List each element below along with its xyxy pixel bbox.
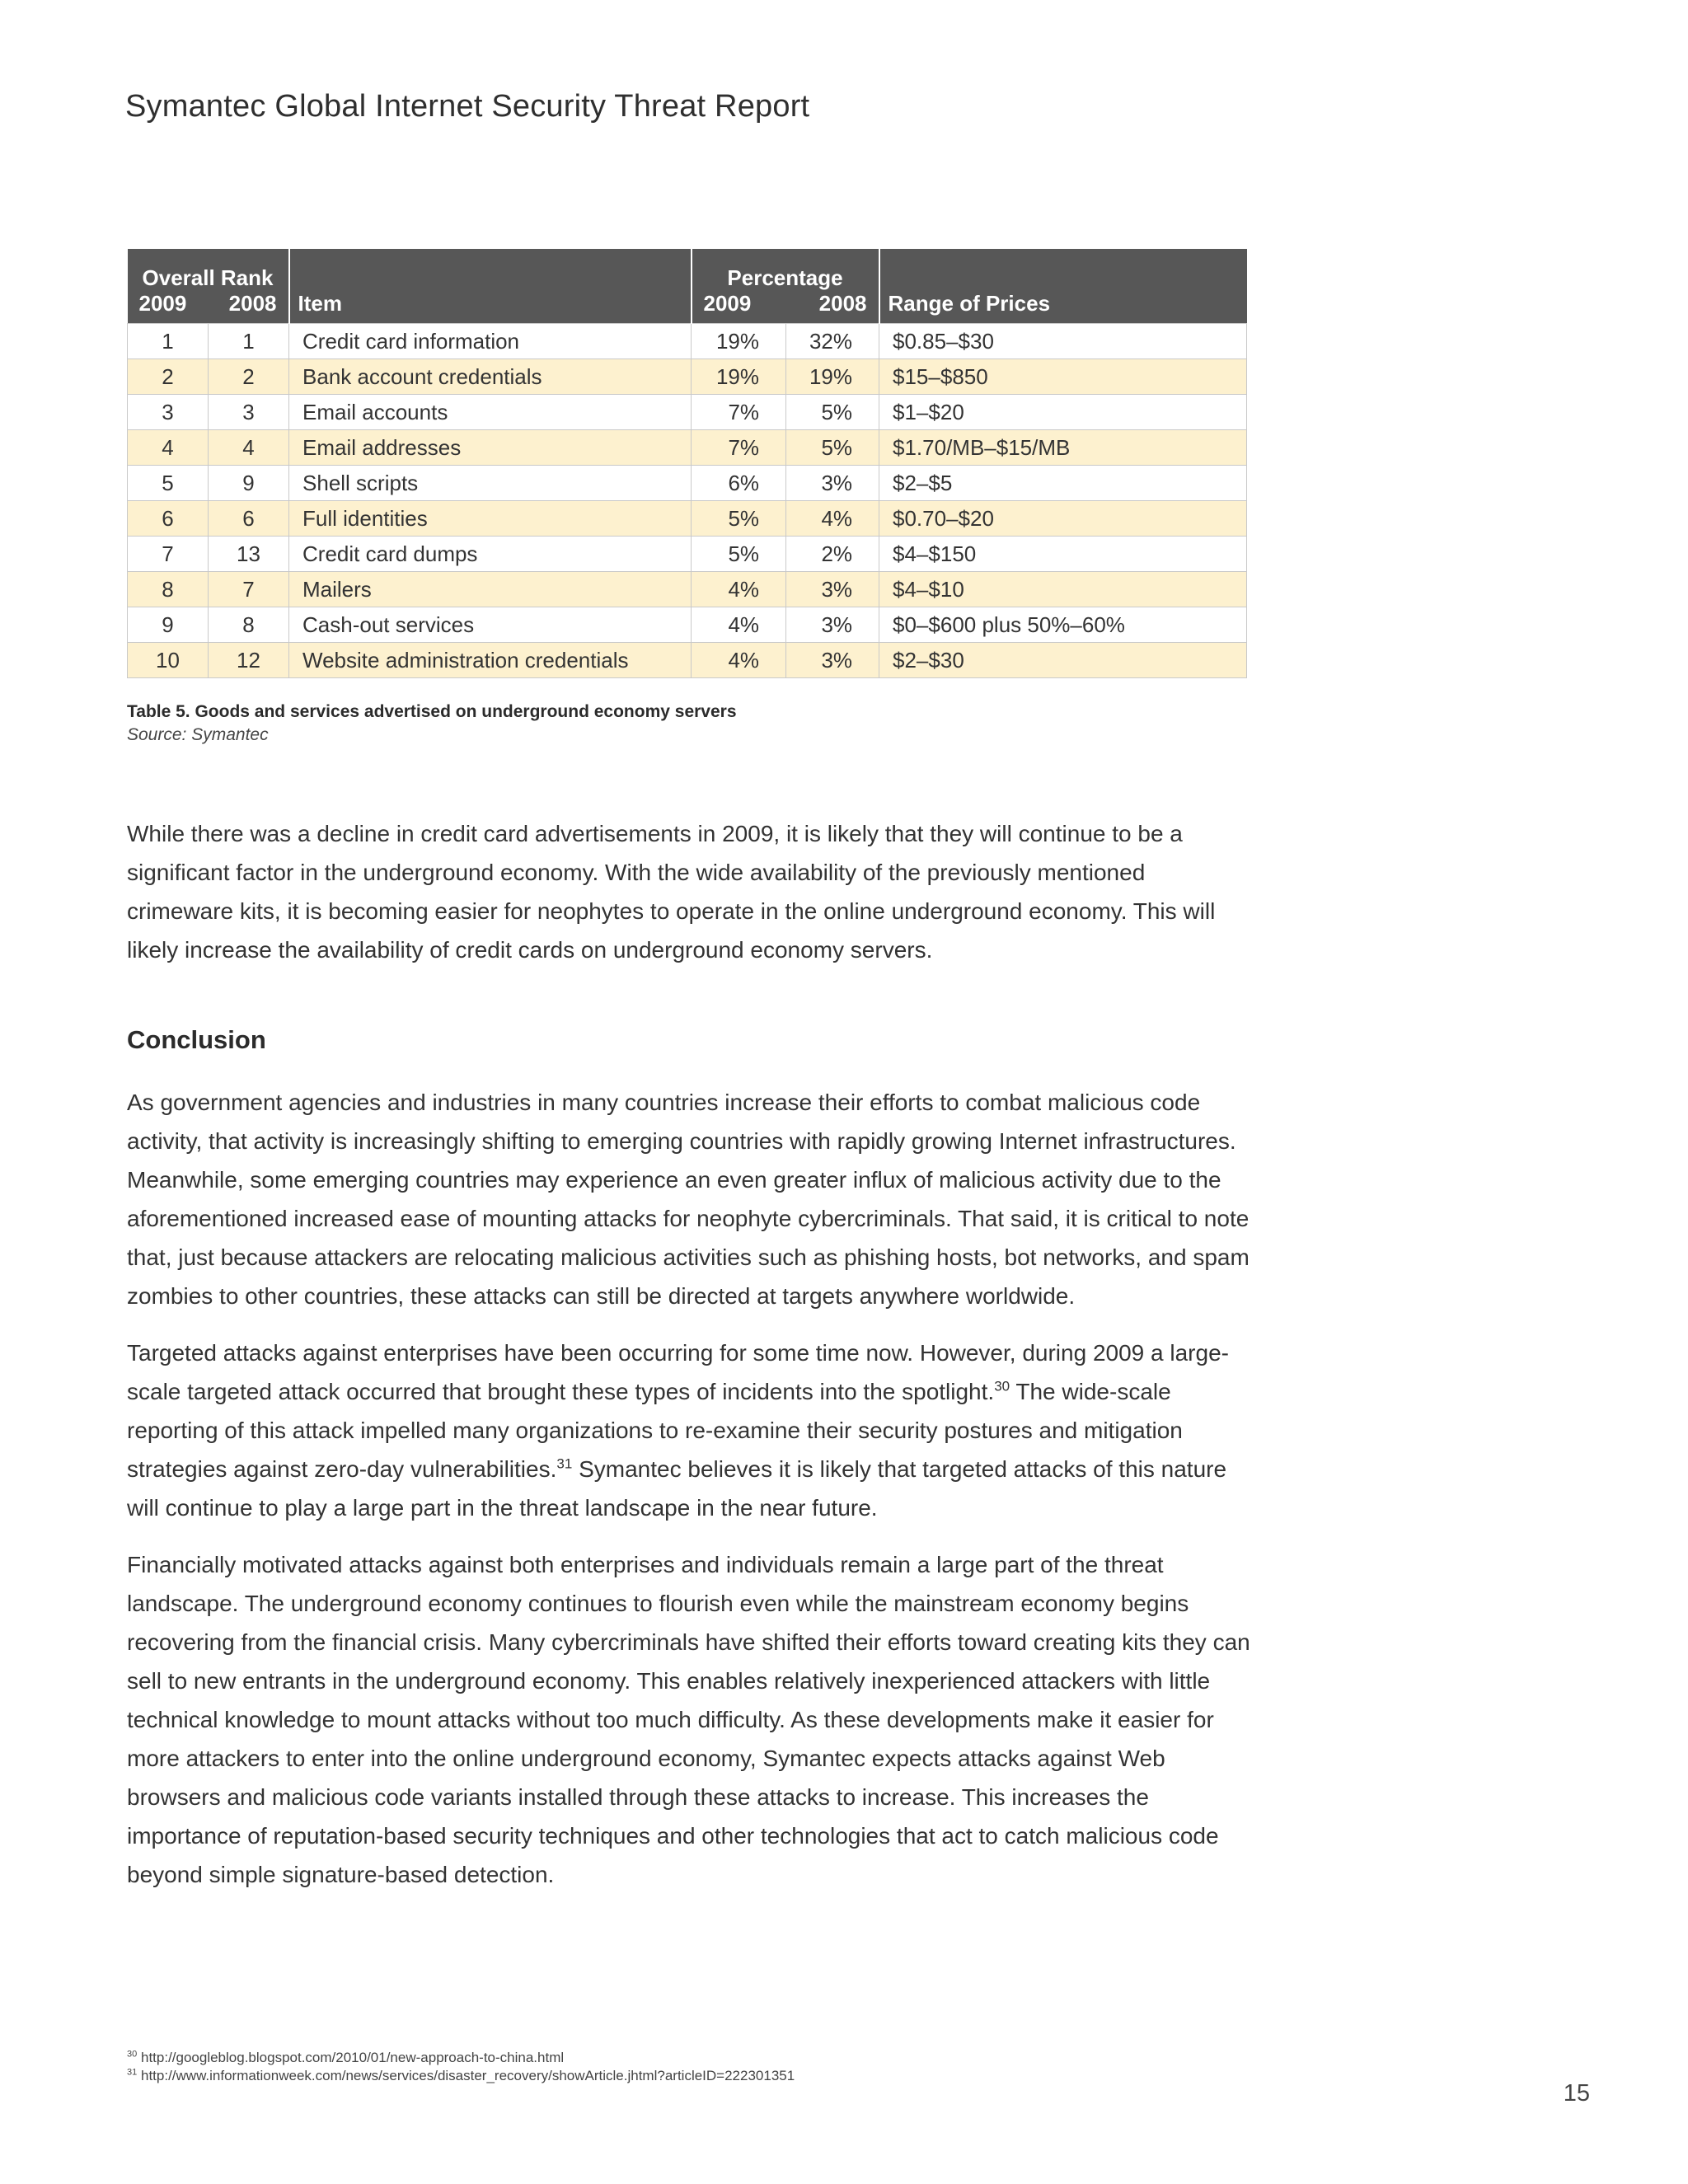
footnote: [127, 2049, 795, 2067]
cell-item: Full identities: [289, 501, 692, 537]
cell-rank-2008: 1: [209, 324, 289, 359]
cell-rank-2008: 4: [209, 430, 289, 466]
cell-pct-2008: 3%: [786, 643, 879, 678]
cell-pct-2008: 2%: [786, 537, 879, 572]
paragraph: [127, 1333, 1256, 1527]
cell-item: Credit card dumps: [289, 537, 692, 572]
footnote-number: 31: [127, 2067, 138, 2078]
cell-rank-2009: 9: [128, 607, 209, 643]
cell-pct-2008: 3%: [786, 607, 879, 643]
cell-item: Mailers: [289, 572, 692, 607]
cell-pct-2008: 3%: [786, 466, 879, 501]
cell-pct-2009: 4%: [692, 572, 786, 607]
paragraph: As government agencies and industries in many countries increase their efforts to combat malicious code activity, that activity is increasingly shifting to emerging countries with rapidly growing Internet infrastructures. Meanwhile, some emerging countries may experience an even greater influx of malicious activity due to the aforementioned increased ease of mounting attacks for neophyte cybercriminals. That said, it is critical to note that, just because attackers are relocating malicious activities such as phishing hosts, bot networks, and spam zombies to other countries, these attacks can still be directed at targets anywhere worldwide.: [127, 1090, 1250, 1309]
footnotes: [127, 2049, 795, 2085]
header-percentage-label: Percentage: [727, 265, 843, 290]
cell-range-of-prices: $0–$600 plus 50%–60%: [879, 607, 1247, 643]
cell-item: Cash-out services: [289, 607, 692, 643]
footnote-link[interactable]: http://googleblog.blogspot.com/2010/01/new-approach-to-china.html: [140, 2050, 565, 2065]
header-percentage: [692, 249, 879, 324]
cell-range-of-prices: $0.70–$20: [879, 501, 1247, 537]
table-row: [128, 501, 1247, 537]
cell-item: Email addresses: [289, 430, 692, 466]
table-row: [128, 324, 1247, 359]
cell-range-of-prices: $2–$30: [879, 643, 1247, 678]
cell-pct-2009: 6%: [692, 466, 786, 501]
cell-pct-2008: 5%: [786, 395, 879, 430]
header-item: Item: [289, 249, 692, 324]
table-row: [128, 395, 1247, 430]
cell-pct-2009: 5%: [692, 501, 786, 537]
cell-rank-2009: 3: [128, 395, 209, 430]
cell-pct-2009: 4%: [692, 643, 786, 678]
cell-rank-2008: 7: [209, 572, 289, 607]
cell-range-of-prices: $1–$20: [879, 395, 1247, 430]
cell-rank-2009: 7: [128, 537, 209, 572]
cell-range-of-prices: $0.85–$30: [879, 324, 1247, 359]
paragraph-part: Symantec believes it is likely that targeted attacks of this nature will continue to play a large part in the threat landscape in the near future.: [127, 1456, 1227, 1521]
header-overall-rank-label: Overall Rank: [142, 265, 274, 290]
cell-item: Email accounts: [289, 395, 692, 430]
page-number: 15: [1563, 2080, 1590, 2107]
cell-pct-2008: 32%: [786, 324, 879, 359]
header-overall-rank: [128, 249, 289, 324]
header-rank-2009: 2009: [138, 291, 187, 316]
cell-pct-2009: 7%: [692, 430, 786, 466]
goods-services-table: [127, 249, 1247, 678]
table-row: [128, 607, 1247, 643]
header-rank-2008: 2008: [228, 291, 277, 316]
cell-rank-2009: 4: [128, 430, 209, 466]
cell-rank-2008: 2: [209, 359, 289, 395]
header-pct-2008: 2008: [818, 291, 867, 316]
table-row: [128, 359, 1247, 395]
cell-pct-2009: 4%: [692, 607, 786, 643]
cell-pct-2008: 19%: [786, 359, 879, 395]
table-row: [128, 430, 1247, 466]
report-title: Symantec Global Internet Security Threat Report: [125, 89, 810, 124]
paragraph-part: The wide-scale reporting of this attack impelled many organizations to re-examine their security postures and mitigation strategies against zero-day vulnerabilities.: [127, 1379, 1183, 1482]
cell-rank-2009: 2: [128, 359, 209, 395]
table-header-row: [128, 249, 1247, 324]
footnote-number: 30: [127, 2049, 138, 2060]
table-caption: [127, 701, 737, 747]
cell-pct-2008: 5%: [786, 430, 879, 466]
cell-range-of-prices: $4–$10: [879, 572, 1247, 607]
footnote-ref-31[interactable]: 31: [556, 1455, 573, 1472]
cell-rank-2008: 9: [209, 466, 289, 501]
cell-rank-2008: 13: [209, 537, 289, 572]
paragraph: Financially motivated attacks against both enterprises and individuals remain a large part of the threat landscape. The underground economy continues to flourish even while the mainstream economy begins recovering from the financial crisis. Many cybercriminals have shifted their efforts toward creating kits they can sell to new entrants in the underground economy. This enables relatively inexperienced attackers with little technical knowledge to mount attacks without too much difficulty. As these developments make it easier for more attackers to enter into the online underground economy, Symantec expects attacks against Web browsers and malicious code variants installed through these attacks to increase. This increases the importance of reputation-based security techniques and other technologies that act to catch malicious code beyond simple signature-based detection.: [127, 1552, 1250, 1887]
cell-rank-2009: 1: [128, 324, 209, 359]
cell-pct-2008: 3%: [786, 572, 879, 607]
header-range-of-prices: Range of Prices: [879, 249, 1247, 324]
cell-range-of-prices: $1.70/MB–$15/MB: [879, 430, 1247, 466]
cell-pct-2009: 19%: [692, 324, 786, 359]
cell-pct-2009: 5%: [692, 537, 786, 572]
cell-pct-2008: 4%: [786, 501, 879, 537]
table-row: [128, 537, 1247, 572]
caption-source: Source: Symantec: [127, 725, 269, 744]
cell-item: Website administration credentials: [289, 643, 692, 678]
cell-rank-2009: 10: [128, 643, 209, 678]
cell-rank-2009: 5: [128, 466, 209, 501]
footnote-ref-30[interactable]: 30: [994, 1378, 1010, 1394]
footnote: [127, 2067, 795, 2085]
cell-item: Bank account credentials: [289, 359, 692, 395]
cell-item: Credit card information: [289, 324, 692, 359]
footnote-link[interactable]: http://www.informationweek.com/news/services/disaster_recovery/showArticle.jhtml?articleID=222301351: [140, 2068, 795, 2083]
table-row: [128, 466, 1247, 501]
paragraph: While there was a decline in credit card advertisements in 2009, it is likely that they will continue to be a significant factor in the underground economy. With the wide availability of the previously mentioned crimeware kits, it is becoming easier for neophytes to operate in the online underground economy. This will likely increase the availability of credit cards on underground economy servers.: [127, 821, 1216, 963]
conclusion-text: [127, 1083, 1256, 1912]
cell-rank-2008: 3: [209, 395, 289, 430]
table-row: [128, 572, 1247, 607]
cell-item: Shell scripts: [289, 466, 692, 501]
cell-range-of-prices: $4–$150: [879, 537, 1247, 572]
cell-rank-2008: 6: [209, 501, 289, 537]
cell-range-of-prices: $15–$850: [879, 359, 1247, 395]
cell-pct-2009: 7%: [692, 395, 786, 430]
cell-rank-2008: 8: [209, 607, 289, 643]
cell-rank-2009: 8: [128, 572, 209, 607]
table-body: [128, 324, 1247, 678]
cell-range-of-prices: $2–$5: [879, 466, 1247, 501]
cell-rank-2008: 12: [209, 643, 289, 678]
header-pct-2009: 2009: [703, 291, 752, 316]
intro-text: [127, 814, 1256, 987]
cell-rank-2009: 6: [128, 501, 209, 537]
section-heading: Conclusion: [127, 1025, 266, 1054]
cell-pct-2009: 19%: [692, 359, 786, 395]
table-row: [128, 643, 1247, 678]
paragraph-part: Targeted attacks against enterprises have been occurring for some time now. However, during 2009 a large-scale targeted attack occurred that brought these types of incidents into the spotlight.: [127, 1340, 1229, 1404]
caption-title: Table 5. Goods and services advertised on underground economy servers: [127, 702, 737, 721]
